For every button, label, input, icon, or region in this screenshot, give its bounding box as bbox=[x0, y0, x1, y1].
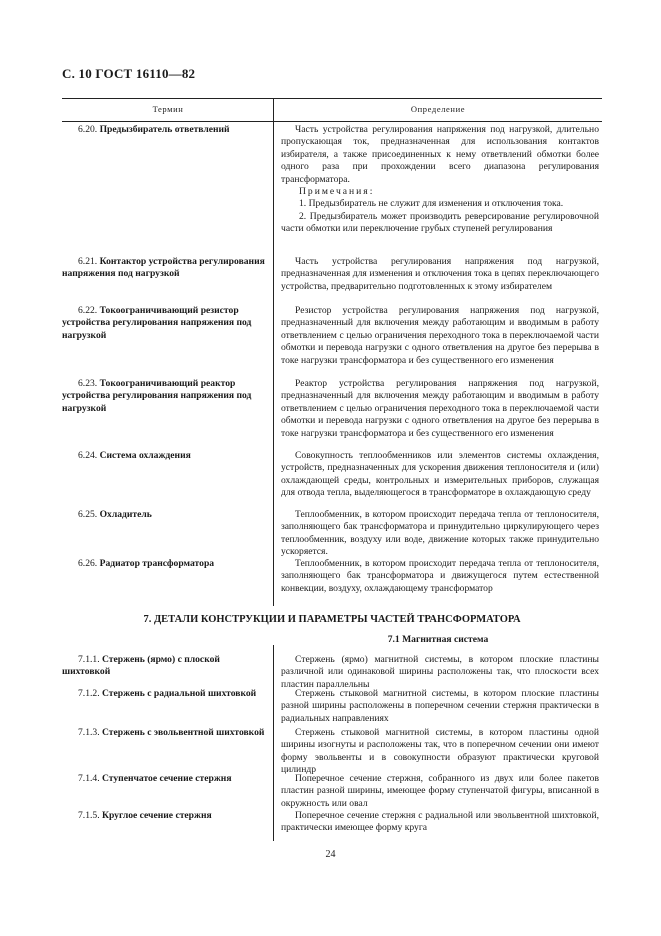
term-definition: Стержень стыковой магнитной системы, в котором пластины одной ширины изогнуты и расположены так, что в поперечном сечении они имеют форму эвольвенты и в совокупности образуют практически круговой цилиндр bbox=[281, 727, 599, 776]
term-name: 6.24. Система охлаждения bbox=[78, 450, 191, 461]
term-name: 6.26. Радиатор трансформатора bbox=[78, 558, 215, 569]
term-name: 6.23. Токоограничивающий реактор устройства регулирования напряжения под нагрузкой bbox=[62, 378, 252, 414]
term-definition: Поперечное сечение стержня, собранного из двух или более пакетов пластин разной ширины, имеющее форму ступенчатой фигуры, вписанной в окружность или овал bbox=[281, 773, 599, 809]
page-number: 24 bbox=[325, 849, 336, 860]
term-name: 7.1.4. Ступенчатое сечение стержня bbox=[78, 773, 232, 784]
term-name: 7.1.5. Круглое сечение стержня bbox=[78, 810, 212, 821]
term-definition: Совокупность теплообменников или элементов системы охлаждения, устройств, предназначенных для ускорения движения теплоносителя и (или) охлаждающей среды, контрольных и измерительных приборов, служащая для отвода тепла, выделяющегося в трансформаторе в охлаждающую среду bbox=[281, 450, 599, 499]
term-name: 7.1.1. Стержень (ярмо) с плоской шихтовкой bbox=[62, 654, 220, 678]
section-title: 7. ДЕТАЛИ КОНСТРУКЦИИ И ПАРАМЕТРЫ ЧАСТЕЙ ТРАНСФОРМАТОРА bbox=[143, 614, 521, 625]
term-name: 6.21. Контактор устройства регулирования напряжения под нагрузкой bbox=[62, 256, 265, 280]
term-definition: Поперечное сечение стержня с радиальной или эвольвентной шихтовкой, практически имеющее форму круга bbox=[281, 810, 599, 834]
term-definition: Теплообменник, в котором происходит передача тепла от теплоносителя, заполняющего бак трансформатора и движущегося путем естественной конвекции, воздуху, охлаждающему трансформатор bbox=[281, 558, 599, 594]
term-definition: Теплообменник, в котором происходит передача тепла от теплоносителя, заполняющего бак трансформатора и принудительно циркулирующего через теплообменник, воздуху или воде, движение которых также принудительно ускоряется. bbox=[281, 509, 599, 558]
term-definition: Стержень стыковой магнитной системы, в котором плоские пластины разной ширины расположены в поперечном сечении стержня практически в радиальных направлениях bbox=[281, 688, 599, 724]
note-item: 1. Предызбиратель не служит для изменения и отключения тока. bbox=[299, 198, 564, 210]
term-definition: Часть устройства регулирования напряжения под нагрузкой, длительно пропускающая ток, предназначенная для использования контактов избирателя, а также присоединенных к нему ответвлений обмотки более одного раза при прохождении всего диапазона регулирования трансформатора. Примечания: 1. Предызбиратель не служит для изменения и отключения тока. 2. Предызбиратель может производить реверсирование регулировочной части обмотки или переключение грубых ступеней регулирования bbox=[281, 124, 599, 235]
term-definition: Часть устройства регулирования напряжения под нагрузкой, предназначенная для изменения и отключения тока в цепях переключающего устройства, предварительно подготовленных к этому избирателем bbox=[281, 256, 599, 292]
term-name: 6.22. Токоограничивающий резистор устройства регулирования напряжения под нагрузкой bbox=[62, 305, 252, 341]
page-header: С. 10 ГОСТ 16110—82 bbox=[62, 66, 196, 81]
term-name: 6.20. Предызбиратель ответвлений bbox=[78, 124, 230, 135]
term-definition: Реактор устройства регулирования напряжения под нагрузкой, предназначенный для включения между работающим и вводимым в работу ответвлением с целью ограничения переходного тока в переключаемой части обмотки и перевода нагрузки с одного ответвления на другое без перерыва в токе нагрузки трансформатора и без существенного его изменения bbox=[281, 378, 599, 439]
column-header-definition: Определение bbox=[410, 104, 466, 114]
column-header-term: Термин bbox=[152, 104, 184, 114]
term-definition: Резистор устройства регулирования напряжения под нагрузкой, предназначенный для включения между работающим и вводимым в работу ответвлением с целью ограничения переходного тока в переключаемой части обмотки и перевода нагрузки с одного ответвления на другое без перерыва в токе нагрузки трансформатора и без существенного его изменения bbox=[281, 305, 599, 366]
term-name: 7.1.2. Стержень с радиальной шихтовкой bbox=[78, 688, 257, 699]
term-name: 7.1.3. Стержень с эвольвентной шихтовкой bbox=[78, 727, 265, 738]
term-name: 6.25. Охладитель bbox=[78, 509, 152, 520]
table-header bbox=[62, 98, 602, 122]
note-item: 2. Предызбиратель может производить реверсирование регулировочной части обмотки или переключение грубых ступеней регулирования bbox=[281, 210, 599, 235]
column-divider-bottom bbox=[273, 645, 274, 841]
notes-heading: Примечания: bbox=[299, 186, 375, 198]
column-divider-top bbox=[273, 98, 274, 606]
subsection-title: 7.1 Магнитная система bbox=[387, 634, 489, 645]
term-definition: Стержень (ярмо) магнитной системы, в котором плоские пластины различной или одинаковой ширины расположены так, что плоскости всех пластин параллельны bbox=[281, 654, 599, 690]
